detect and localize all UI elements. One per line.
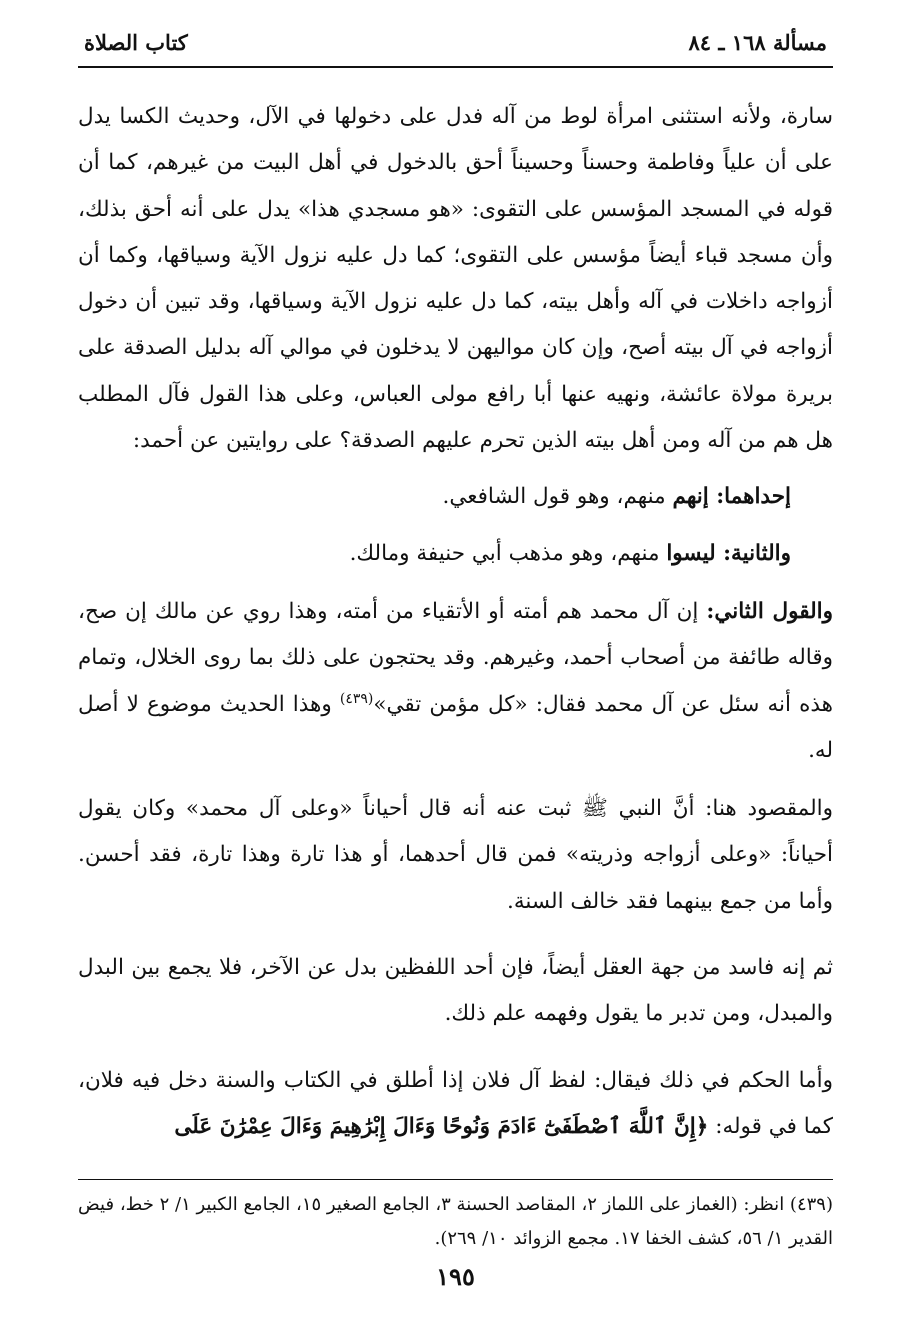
ruling-text: وأما الحكم في ذلك فيقال: لفظ آل فلان إذا أطلق في الكتاب والسنة دخل فيه فلان، كما في قوله: — [78, 1067, 833, 1139]
footnote-divider — [78, 1179, 833, 1180]
paragraph-ruling — [78, 1058, 833, 1151]
second-opinion-text: إن آل محمد هم أمته أو الأتقياء من أمته، وهذا روي عن مالك إن صح، وقاله طائفة من أصحاب أحمد، وغيرهم. وقد يحتجون على ذلك بما روى الخلال، وتمام هذه أنه سئل عن آل محمد فقال: «كل مؤمن تقي» — [78, 598, 833, 717]
footnote-reference[interactable]: (٤٣٩) — [339, 690, 374, 707]
header-divider — [78, 66, 833, 68]
paragraph-second-opinion — [78, 589, 833, 774]
main-text — [78, 94, 833, 1150]
running-header — [84, 22, 827, 62]
paragraph-second-narration — [78, 531, 833, 577]
lead-second-narration: والثانية: ليسوا — [666, 540, 791, 566]
second-opinion-text-end: وهذا الحديث موضوع لا أصل له. — [78, 691, 833, 763]
paragraph-first-narration — [78, 474, 833, 520]
page-number: ١٩٥ — [436, 1262, 475, 1291]
paragraph-reason: ثم إنه فاسد من جهة العقل أيضاً، فإن أحد اللفظين بدل عن الآخر، فلا يجمع بين البدل والمبدل، ومن تدبر ما يقول وفهمه علم ذلك. — [78, 955, 833, 1027]
header-book-title: كتاب الصلاة — [84, 29, 188, 55]
second-narration-text: منهم، وهو مذهب أبي حنيفة ومالك. — [349, 540, 660, 566]
header-issue-number: مسألة ١٦٨ ـ ٨٤ — [688, 29, 827, 55]
first-narration-text: منهم، وهو قول الشافعي. — [442, 484, 666, 510]
paragraph-1: سارة، ولأنه استثنى امرأة لوط من آله فدل على دخولها في الآل، وحديث الكسا يدل على أن علياً وفاطمة وحسناً وحسيناً أحق بالدخول في أهل البيت من غيرهم، كما أن قوله في المسجد المؤسس على التقوى: «هو مسجدي هذا» يدل على أنه أحق بذلك، وأن مسجد قباء أيضاً مؤسس على التقوى؛ كما دل عليه نزول الآية وسياقها، وكما أن أزواجه داخلات في آله وأهل بيته، كما دل عليه نزول الآية وسياقها، وقد تبين أن دخول أزواجه في آل بيته أصح، وإن كان مواليهن لا يدخلون في موالي آله بدليل الصدقة على بريرة مولاة عائشة، ونهيه عنها أبا رافع مولى العباس، وعلى هذا القول فآل المطلب هل هم من آله ومن أهل بيته الذين تحرم عليهم الصدقة؟ على روايتين عن أحمد: — [78, 104, 833, 454]
lead-first-narration: إحداهما: إنهم — [672, 484, 791, 510]
quran-verse: ﴿إِنَّ ٱللَّهَ ٱصْطَفَىٰٓ ءَادَمَ وَنُوحًا وَءَالَ إِبْرَٰهِيمَ وَءَالَ عِمْرَٰنَ عَلَى — [174, 1113, 709, 1139]
lead-second-opinion: والقول الثاني: — [706, 598, 833, 624]
footnote-439: (٤٣٩) انظر: (الغماز على اللماز ٢، المقاصد الحسنة ٣، الجامع الصغير ١٥، الجامع الكبير ١/ ٢ خط، فيض القدير ١/ ٥٦، كشف الخفا ١٧. مجمع الزوائد ١٠/ ٢٦٩). — [78, 1194, 833, 1249]
footnote-area — [78, 1188, 833, 1256]
paragraph-intent: والمقصود هنا: أنَّ النبي ﷺ ثبت عنه أنه قال أحياناً «وعلى آل محمد» وكان يقول أحياناً: «وعلى أزواجه وذريته» فمن قال أحدهما، أو هذا تارة وهذا تارة، فقد أحسن. وأما من جمع بينهما فقد خالف السنة. — [78, 796, 833, 914]
